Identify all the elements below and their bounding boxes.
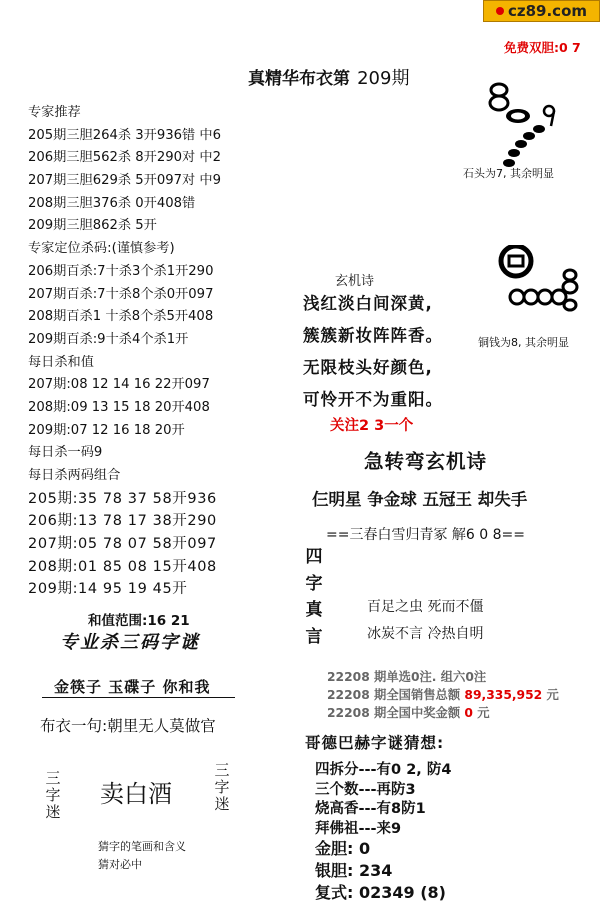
xuanji-label: 玄机诗 bbox=[335, 274, 375, 289]
goede-title: 哥德巴赫字谜猜想: bbox=[305, 734, 445, 752]
goede-row: 三个数---再防3 bbox=[315, 781, 416, 798]
goede-row: 复式: 02349 (8) bbox=[315, 883, 446, 902]
kill-row: 208期百杀1 十杀8个杀5开408 bbox=[28, 309, 214, 325]
digit-8-icon bbox=[563, 270, 577, 293]
prize-total-unit: 元 bbox=[477, 706, 490, 720]
left-list bbox=[28, 102, 221, 601]
turn-title: 急转弯玄机诗 bbox=[364, 450, 488, 473]
focus-line: 关注2 3一个 bbox=[330, 418, 414, 434]
riddle-line: 金筷子 玉碟子 你和我 bbox=[54, 678, 211, 696]
coin-rebus-icon bbox=[487, 245, 582, 325]
pair-row: 206期:13 78 17 38开290 bbox=[28, 513, 217, 530]
pair-row: 207期:05 78 07 58开097 bbox=[28, 536, 217, 553]
sum-title: 每日杀和值 bbox=[28, 354, 94, 370]
poem-line: 无限枝头好颜色, bbox=[303, 358, 433, 377]
four-chars-vertical: 四字真言 bbox=[305, 547, 323, 647]
side-label-left: 三字迷 bbox=[45, 769, 61, 821]
caption-stone: 石头为7, 其余明显 bbox=[463, 167, 554, 180]
sum-row: 208期:09 13 15 18 20开408 bbox=[28, 399, 210, 415]
hint-line-2: 猜对必中 bbox=[98, 858, 142, 871]
sum-row: 207期:08 12 14 16 22开097 bbox=[28, 377, 210, 393]
divider bbox=[42, 697, 235, 698]
sales-total-label: 22208 期全国销售总额 bbox=[327, 688, 461, 702]
sum-range: 和值范围:16 21 bbox=[88, 613, 190, 629]
pair-row: 205期:35 78 37 58开936 bbox=[28, 490, 217, 507]
pair-row: 208期:01 85 08 15开408 bbox=[28, 558, 217, 575]
sales-line-3 bbox=[327, 703, 490, 721]
sales-line-2 bbox=[327, 685, 559, 703]
prize-total-label: 22208 期全国中奖金额 bbox=[327, 706, 461, 720]
goede-row: 拜佛祖---来9 bbox=[315, 820, 402, 837]
sum-row: 209期:07 12 16 18 20开 bbox=[28, 422, 185, 438]
turn-line: 仨明星 争金球 五冠王 却失手 bbox=[312, 490, 528, 509]
expert-row: 205期三胆264杀 3开936错 中6 bbox=[28, 127, 221, 143]
goede-row: 银胆: 234 bbox=[315, 861, 393, 880]
sales-total-value: 89,335,952 bbox=[464, 688, 543, 702]
poem-line: 浅红淡白间深黄, bbox=[303, 294, 433, 313]
caption-coin: 铜钱为8, 其余明显 bbox=[478, 336, 569, 349]
pair-row: 209期:14 95 19 45开 bbox=[28, 581, 188, 598]
expert-row: 209期三胆862杀 5开 bbox=[28, 218, 157, 234]
title-main: 真精华布衣第 bbox=[248, 69, 350, 89]
prize-total-value: 0 bbox=[464, 706, 473, 720]
goede-row: 四拆分---有0 2, 防4 bbox=[315, 762, 452, 778]
goede-row: 金胆: 0 bbox=[315, 839, 371, 858]
pair-title: 每日杀两码组合 bbox=[28, 468, 121, 483]
free-pair: 免费双胆:0 7 bbox=[504, 40, 581, 55]
kill-title: 专家定位杀码:(谨慎参考) bbox=[28, 241, 175, 257]
goede-row: 烧高香---有8防1 bbox=[315, 801, 426, 817]
spring-line: ==三春白雪归青冢 解6 0 8== bbox=[326, 527, 525, 543]
kill-row: 207期百杀:7十杀8个杀0开097 bbox=[28, 286, 214, 302]
kill-row: 209期百杀:9十杀4个杀1开 bbox=[28, 331, 189, 347]
side-label-right: 三字迷 bbox=[214, 761, 230, 813]
center-word: 卖白酒 bbox=[100, 780, 172, 808]
four-line-2: 冰炭不言 冷热自明 bbox=[367, 626, 484, 642]
poem-line: 可怜开不为重阳。 bbox=[303, 390, 443, 409]
kill-row: 206期百杀:7十杀3个杀1开290 bbox=[28, 263, 214, 279]
digit-8-icon bbox=[490, 84, 508, 110]
buyi-line: 布衣一句:朝里无人莫做官 bbox=[40, 717, 216, 735]
one-kill: 每日杀一码9 bbox=[28, 445, 103, 461]
hint-line-1: 猜字的笔画和含义 bbox=[98, 840, 186, 853]
expert-row: 207期三胆629杀 5开097对 中9 bbox=[28, 173, 221, 189]
digit-9-icon bbox=[544, 106, 554, 126]
stone-rebus-icon bbox=[485, 78, 575, 173]
sales-total-unit: 元 bbox=[546, 688, 559, 702]
page-title bbox=[248, 64, 409, 90]
poem bbox=[303, 288, 443, 416]
expert-row: 206期三胆562杀 8开290对 中2 bbox=[28, 150, 221, 166]
goede-list bbox=[315, 758, 451, 902]
coin-row bbox=[510, 290, 566, 304]
watermark-text: cz89.com bbox=[507, 2, 588, 20]
four-line-1: 百足之虫 死而不僵 bbox=[367, 599, 484, 615]
expert-title: 专家推荐 bbox=[28, 105, 81, 120]
sales-line-1: 22208 期单选0注. 组六0注 bbox=[327, 670, 487, 684]
riddle-title: 专业杀三码字谜 bbox=[60, 632, 200, 653]
expert-row: 208期三胆376杀 0开408错 bbox=[28, 195, 196, 211]
watermark-badge bbox=[483, 0, 600, 22]
title-issue: 209期 bbox=[357, 68, 410, 89]
poem-line: 簇簇新妆阵阵香。 bbox=[303, 326, 443, 345]
logo-dot-icon bbox=[496, 7, 504, 15]
